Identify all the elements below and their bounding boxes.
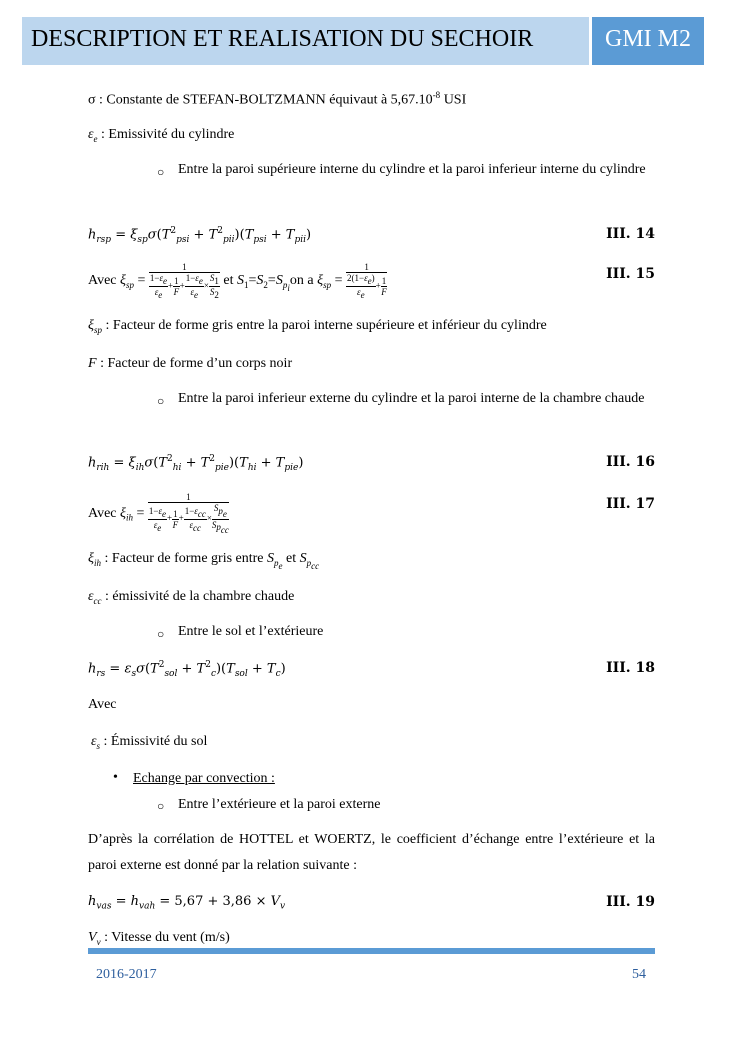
equation-15-number: III. 15 [606,266,655,282]
xisp-text: : Facteur de forme gris entre la paroi interne supérieure et inférieur du cylindre [102,318,547,333]
page-number: 54 [632,967,646,982]
header-title: DESCRIPTION ET REALISATION DU SECHOIR [22,17,589,65]
circle-bullet-icon: ○ [157,165,165,179]
vv-text: : Vitesse du vent (m/s) [100,930,230,945]
sub-item-3: Entre le sol et l’extérieure [178,624,324,639]
sub-item-2: Entre la paroi inferieur externe du cylindre et la paroi interne de la chambre chaude [178,391,645,406]
sigma-definition [88,90,655,109]
F-text: : Facteur de forme d’un corps noir [96,356,293,371]
epscc-definition: $\varepsilon_{cc}$ : émissivité de la chambre chaude [88,589,295,606]
equation-15: Avec $\xi_{sp}$ = 1 $\frac{1-\varepsilon_e}{\varepsilon_e}$ + $\frac{1}{F}$ + $\frac{1-\varepsilon_e}{\varepsilon_e}$ × $\frac{S_1}{S_2}$ et $S_1=S_2=S_{p_i}on$ a $\xi_{sp}$ = 1 $\frac{2(1-\varepsilon_e)}{\varepsilon_e}$ + $\frac{1}{F}$ [88,262,387,300]
xiih-definition: $\xi_{ih}$ : Facteur de forme gris entre $S_{p_e}$ et $S_{p_{cc}}$ [88,551,320,571]
eps-symbol: ε [88,127,94,142]
sub-item-1: Entre la paroi supérieure interne du cylindre et la paroi inferieur interne du cylindre [178,162,646,177]
xiih-text: : Facteur de forme gris entre [101,551,268,566]
sub-item-4: Entre l’extérieure et la paroi externe [178,797,381,812]
equation-18: $h_{rs} = \varepsilon_s\sigma(T^2_{sol} + T^2_c)(T_{sol} + T_c)$ [88,660,286,679]
eps-s-definition: $\varepsilon_s$ : Émissivité du sol [91,734,208,751]
eps-e-text: : Emissivité du cylindre [97,127,235,142]
equation-14: $h_{rsp} = \xi_{sp}\sigma(T^2_{psi} + T^2_{pii})(T_{psi} + T_{pii})$ [88,226,312,245]
convection-heading: Echange par convection : [133,771,275,786]
vv-definition: $V_v$ : Vitesse du vent (m/s) [88,930,230,947]
circle-bullet-icon: ○ [157,394,165,408]
equation-19: $h_{vas} = h_{vah} = 5,67 + 3,86 \times V_v$ [88,894,286,912]
sigma-text: σ : Constante de STEFAN-BOLTZMANN équivaut à 5,67.10 [88,92,433,108]
equation-16: $h_{rih} = \xi_{ih}\sigma(T^2_{hi} + T^2_{pie})(T_{hi} + T_{pie})$ [88,454,304,473]
circle-bullet-icon: ○ [157,799,165,813]
eps-e-definition: $\varepsilon_e$ : Emissivité du cylindre [88,127,235,144]
equation-17-number: III. 17 [606,496,655,512]
equation-17: Avec $\xi_{ih}$ = 1 $\frac{1-\varepsilon_e}{\varepsilon_e}$ + $\frac{1}{F}$ + $\frac{1-\varepsilon_{cc}}{\varepsilon_{cc}}$ × $\frac{S_{p_e}}{S_{p_{cc}}}$ [88,492,229,536]
footer-year: 2016-2017 [96,967,157,982]
avec-label: Avec [88,697,117,712]
sigma-unit: USI [440,92,467,108]
xisp-definition: $\xi_{sp}$ : Facteur de forme gris entre la paroi interne supérieure et inférieur du cylindre [88,318,547,335]
eps-s-text: : Émissivité du sol [100,734,208,749]
epscc-text: : émissivité de la chambre chaude [101,589,295,604]
footer-bar [88,948,655,954]
equation-18-number: III. 18 [606,660,655,676]
equation-14-number: III. 14 [606,226,655,242]
hottel-paragraph: D’après la corrélation de HOTTEL et WOERTZ, le coefficient d’échange entre l’extérieure et la paroi externe est donné par la relation suivante : [88,832,655,873]
sigma-exponent: -8 [432,90,441,100]
bullet-dot-icon: • [113,770,118,785]
circle-bullet-icon: ○ [157,627,165,641]
F-definition: F : Facteur de forme d’un corps noir [88,356,293,371]
equation-19-number: III. 19 [606,894,655,910]
page-header [22,17,704,65]
equation-16-number: III. 16 [606,454,655,470]
header-tag: GMI M2 [592,17,704,65]
xiih-and: et [282,551,300,566]
